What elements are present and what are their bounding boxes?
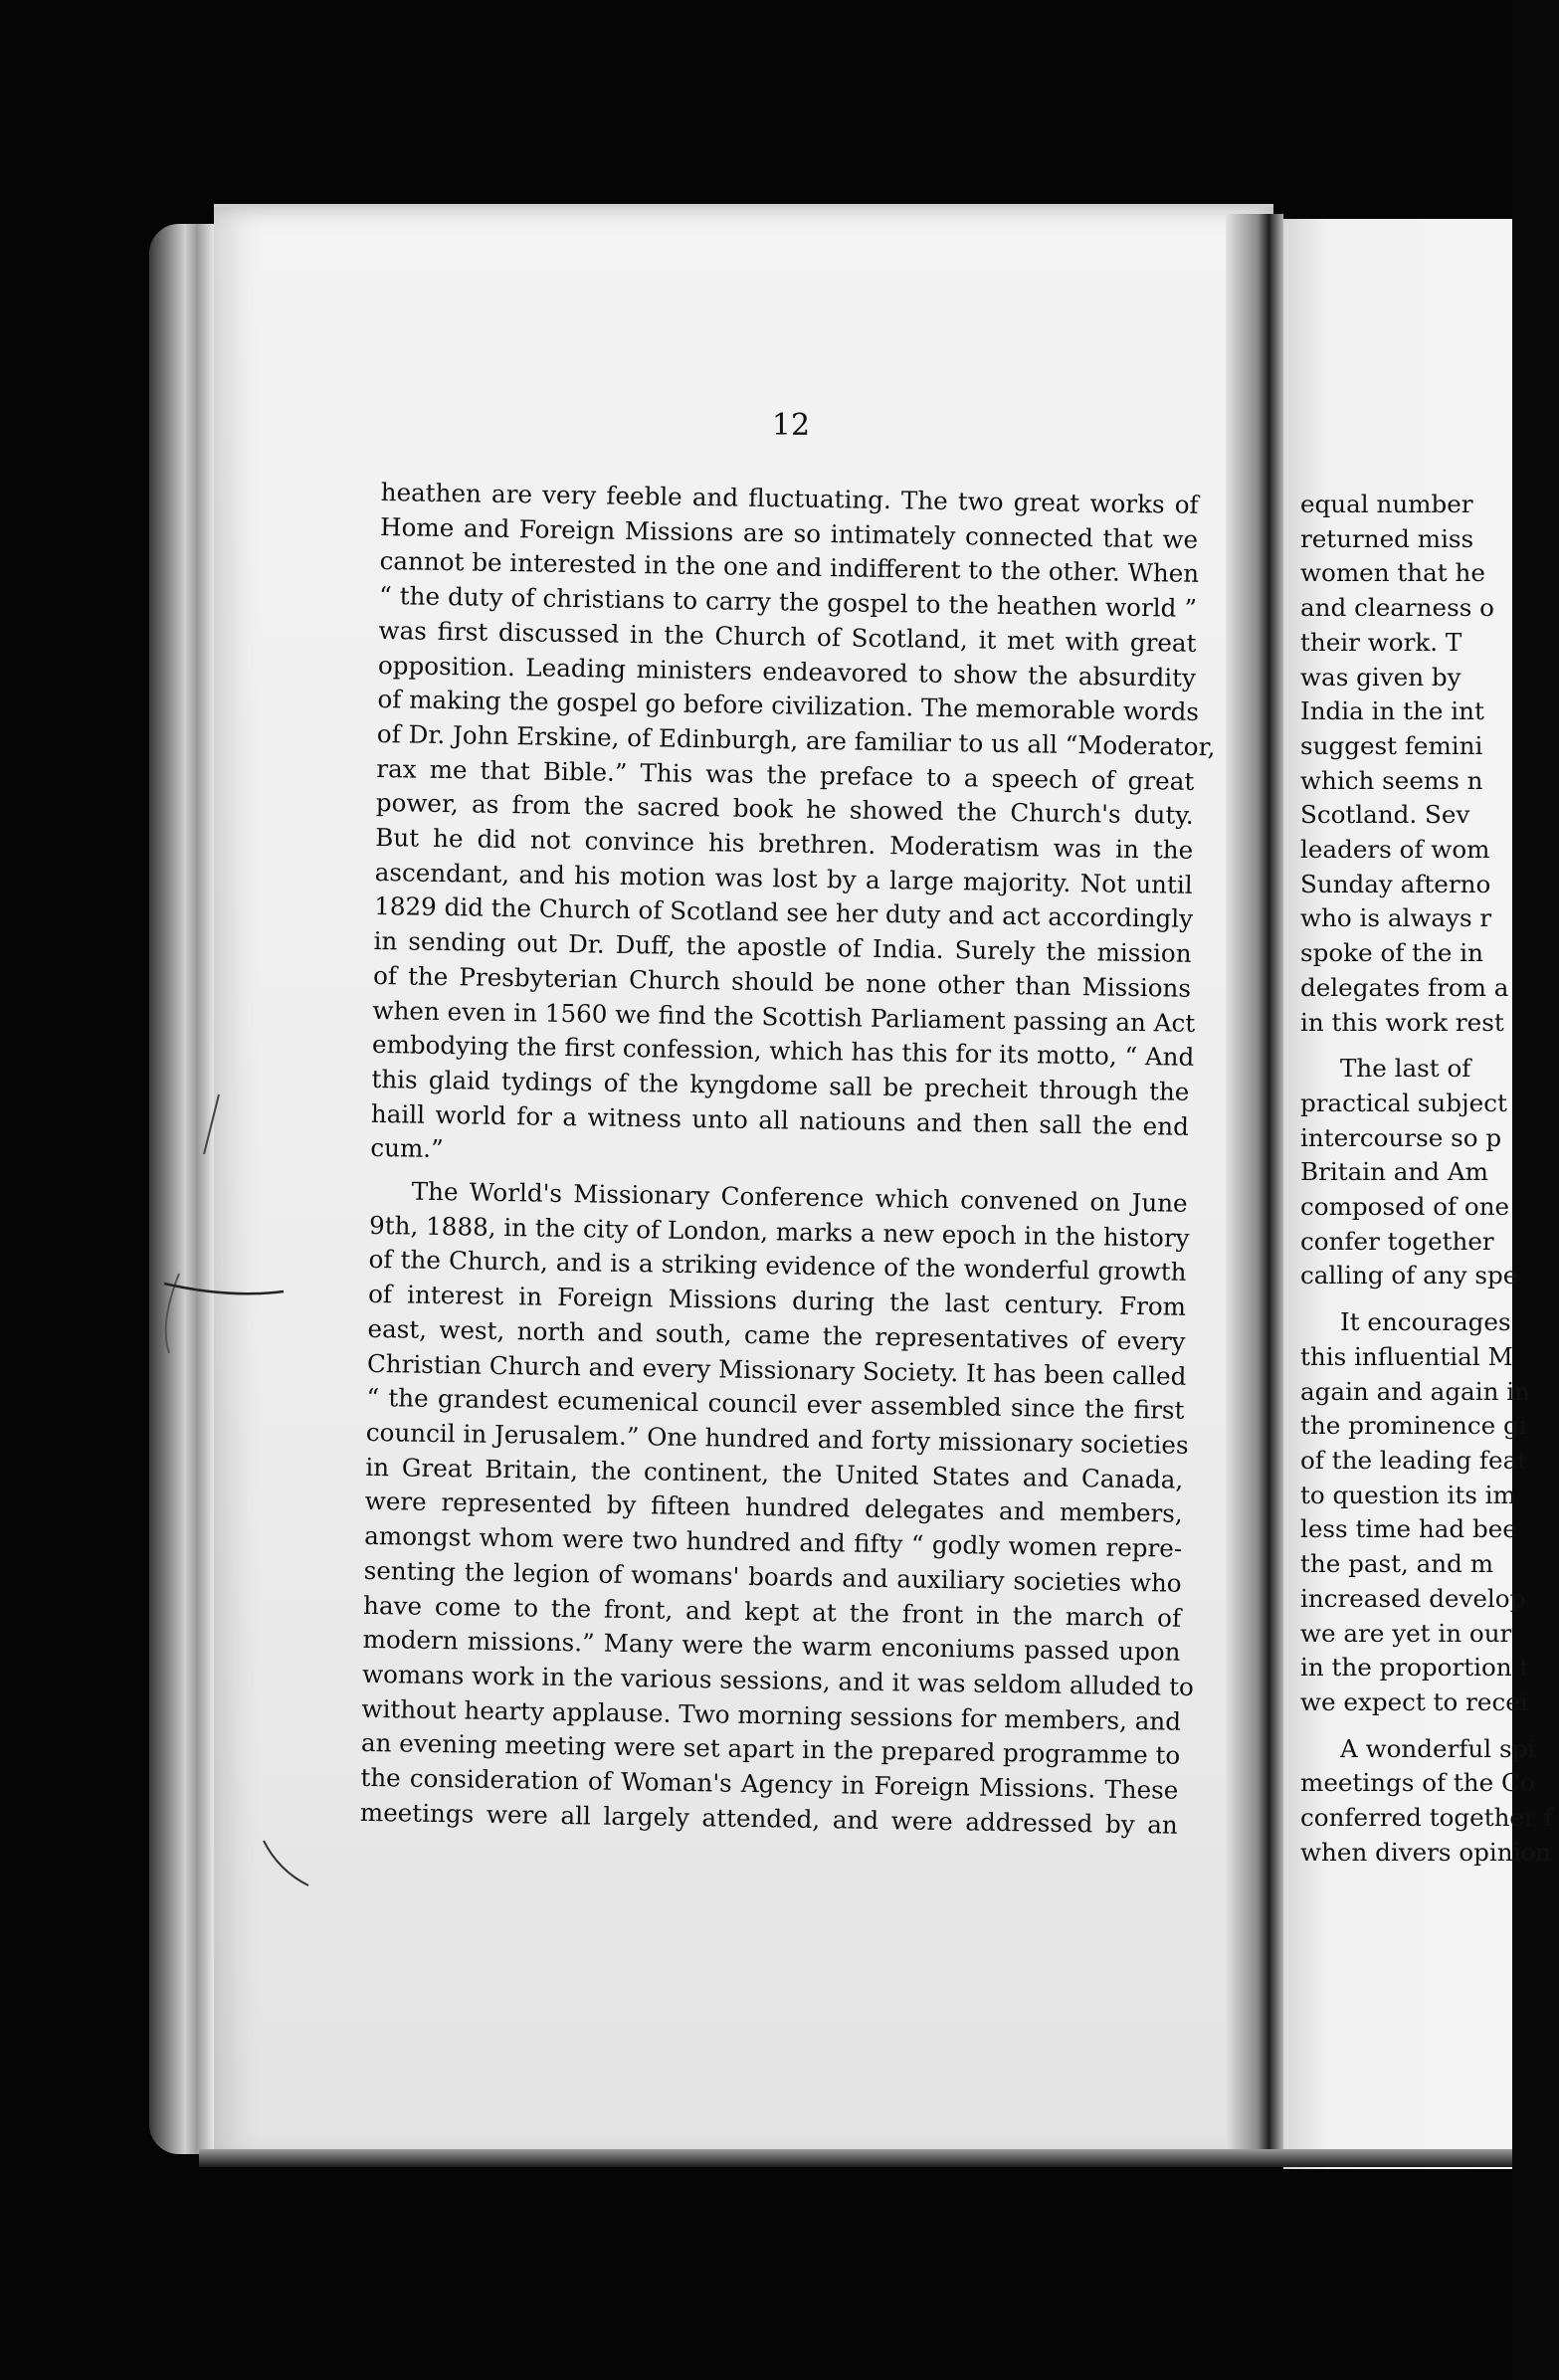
text-line: an evening meeting were set apart in the prepared programme to	[360, 1728, 1181, 1771]
text-line: The World's Missionary Conference which convened on June	[411, 1176, 1188, 1218]
text-line: when even in 1560 we find the Scottish Parliament passing an Act	[372, 995, 1196, 1038]
text-line: practical subject	[1300, 1088, 1507, 1117]
text-line: rax me that Bible.” This was the preface to a speech of great	[376, 753, 1195, 796]
right-page-text	[1300, 488, 1559, 1870]
text-line: their work. T	[1300, 627, 1462, 657]
right-block-1	[1300, 488, 1559, 1040]
text-line: again and again in	[1300, 1376, 1530, 1406]
text-line: 9th, 1888, in the city of London, marks a new epoch in the history	[368, 1210, 1190, 1253]
text-line: which seems n	[1300, 765, 1483, 795]
right-block-3	[1300, 1305, 1559, 1719]
text-line: cum.”	[370, 1133, 444, 1164]
text-line: of the Church, and is a striking evidence of the wonderful growth	[368, 1245, 1187, 1288]
text-line: east, west, north and south, came the representatives of every	[367, 1313, 1186, 1356]
text-line: But he did not convince his brethren. Moderatism was in the	[375, 822, 1194, 865]
text-line: this glaid tydings of the kyngdome sall be precheit through the	[371, 1064, 1190, 1106]
text-line: we are yet in our	[1300, 1618, 1512, 1648]
text-line: meetings of the Co	[1300, 1768, 1535, 1798]
text-line: intercourse so p	[1300, 1122, 1502, 1152]
text-line: the consideration of Woman's Agency in Foreign Missions. These	[360, 1762, 1179, 1805]
paragraph-2	[359, 1174, 1195, 1843]
text-line: Christian Church and every Missionary Society. It has been called	[366, 1348, 1187, 1391]
text-line: Scotland. Sev	[1300, 800, 1470, 830]
text-line: have come to the front, and kept at the front in the march of	[362, 1590, 1182, 1633]
text-line: amongst whom were two hundred and fifty “ godly women repre-	[364, 1520, 1183, 1563]
text-line: opposition. Leading ministers endeavored to show the absurdity	[377, 650, 1197, 693]
text-line: ascendant, and his motion was lost by a large majority. Not until	[374, 857, 1193, 899]
text-line: in Great Britain, the continent, the United States and Canada,	[365, 1452, 1184, 1494]
text-line: in the proportion t	[1300, 1653, 1530, 1683]
text-line: It encourages	[1340, 1307, 1511, 1337]
text-line: senting the legion of womans' boards and auxiliary societies who	[363, 1555, 1182, 1598]
text-line: spoke of the in	[1300, 938, 1483, 968]
text-line: Britain and Am	[1300, 1157, 1488, 1187]
text-line: less time had bee	[1300, 1514, 1517, 1544]
text-line: confer together	[1300, 1226, 1494, 1256]
text-line: of interest in Foreign Missions during the last century. From	[367, 1280, 1187, 1321]
text-line: in this work rest	[1300, 1007, 1504, 1037]
text-line: “ the grandest ecumenical council ever assembled since the first	[366, 1383, 1185, 1426]
text-line: Home and Foreign Missions are so intimately connected that we	[379, 511, 1199, 554]
text-line: of Dr. John Erskine, of Edinburgh, are familiar to us all “Moderator,	[376, 718, 1216, 762]
text-line: “ the duty of christians to carry the gospel to the heathen world ”	[378, 581, 1198, 624]
text-line: equal number	[1300, 490, 1473, 518]
text-line: without hearty applause. Two morning sessions for members, and	[361, 1693, 1182, 1736]
text-line: the prominence gi	[1300, 1411, 1527, 1441]
book-gutter	[1226, 214, 1283, 2164]
page-number: 12	[771, 408, 811, 443]
text-line: delegates from a	[1300, 972, 1509, 1002]
paragraph-1	[370, 476, 1216, 1179]
text-line: increased develop	[1300, 1583, 1526, 1613]
text-line: and clearness o	[1300, 593, 1494, 623]
text-line: haill world for a witness unto all natiouns and then sall the end	[370, 1098, 1190, 1141]
left-page-text	[359, 476, 1216, 1851]
text-line: composed of one	[1300, 1192, 1510, 1222]
text-line: meetings were all largely attended, and were addressed by an	[359, 1797, 1179, 1840]
text-line: who is always r	[1300, 903, 1492, 933]
text-line: in sending out Dr. Duff, the apostle of India. Surely the mission	[373, 926, 1192, 968]
text-line: conferred together f	[1300, 1803, 1553, 1833]
page-bottom-shadow	[199, 2149, 1512, 2167]
text-line: was first discussed in the Church of Scotland, it met with great	[378, 615, 1197, 658]
text-line: when divers opinion	[1300, 1837, 1552, 1867]
text-line: power, as from the sacred book he showed the Church's duty.	[375, 788, 1194, 831]
text-line: Sunday afterno	[1300, 869, 1491, 898]
text-line: A wonderful spi	[1340, 1733, 1536, 1763]
text-line: India in the int	[1300, 696, 1484, 726]
text-line: cannot be interested in the one and indifferent to the other. When	[379, 546, 1200, 589]
text-line: womans work in the various sessions, and it was seldom alluded to	[361, 1659, 1195, 1701]
text-line: calling of any spe	[1300, 1261, 1518, 1290]
pencil-marks	[149, 1094, 308, 1890]
text-line: heathen are very feeble and fluctuating. The two great works of	[380, 477, 1199, 519]
text-line: leaders of wom	[1300, 835, 1490, 865]
text-line: women that he	[1300, 558, 1485, 588]
text-line: 1829 did the Church of Scotland see her duty and act accordingly	[373, 892, 1194, 934]
text-line: suggest femini	[1300, 730, 1483, 760]
text-line: embodying the first confession, which has this for its motto, “ And	[371, 1030, 1195, 1073]
text-line: of the leading feat	[1300, 1445, 1528, 1475]
text-line: modern missions.” Many were the warm enconiums passed upon	[362, 1625, 1181, 1667]
text-line: were represented by fifteen hundred delegates and members,	[364, 1487, 1183, 1529]
right-block-4	[1300, 1732, 1559, 1871]
text-line: we expect to recei	[1300, 1686, 1528, 1716]
text-line: to question its im	[1300, 1480, 1516, 1509]
text-line: of the Presbyterian Church should be none other than Missions	[372, 960, 1192, 1003]
text-line: council in Jerusalem.” One hundred and forty missionary societies	[365, 1417, 1189, 1460]
text-line: The last of	[1340, 1054, 1471, 1084]
right-block-2	[1300, 1052, 1559, 1293]
text-line: this influential M	[1300, 1341, 1513, 1371]
text-line: of making the gospel go before civilization. The memorable words	[377, 685, 1200, 727]
text-line: was given by	[1300, 662, 1462, 692]
text-line: the past, and m	[1300, 1549, 1494, 1579]
text-line: returned miss	[1300, 523, 1474, 553]
